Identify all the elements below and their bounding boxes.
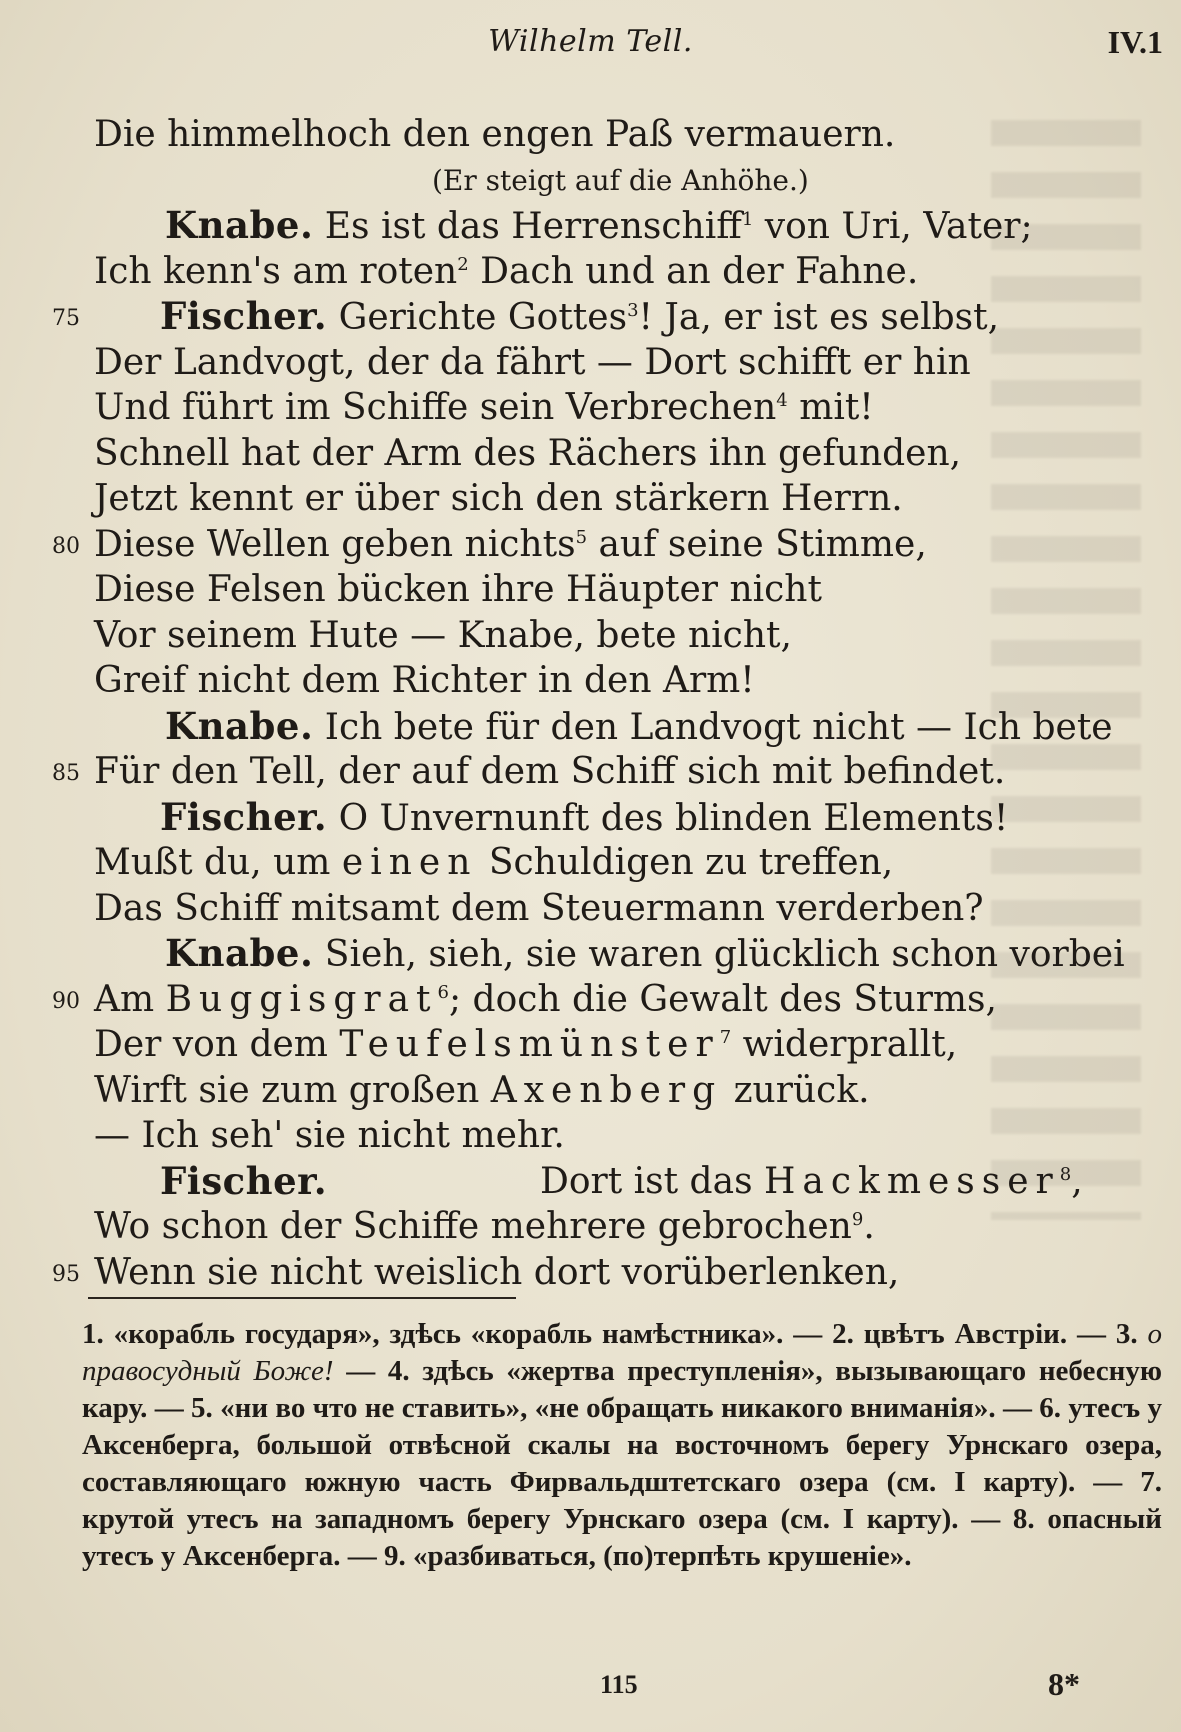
verse-line [0,385,1181,431]
emphasized-word: Buggisgrat [165,978,438,1020]
footnote-ref: 3 [627,300,639,321]
verse-text: O Unvernunft des blinden Elements! [338,797,1009,839]
footnote-ref: 1 [741,209,754,230]
verse-text: Jetzt kennt er über sich den stärkern Herrn. [94,478,903,519]
verse-text: — Ich seh' sie nicht mehr. [94,1115,565,1156]
footnote-ref: 7 [719,1027,732,1048]
verse-text: Wo schon der Schiffe mehrere gebrochen [94,1206,852,1247]
verse-line [0,567,1181,613]
line-number: 80 [52,533,80,559]
verse-text: Schnell hat der Arm des Rächers ihn gefunden, [94,432,962,474]
speaker-name: Knabe. [165,203,314,247]
emphasized-word: einen [341,842,478,883]
verse-line [0,340,1181,386]
verse-line [0,795,1181,841]
footnote-ref: 9 [851,1209,864,1230]
verse-text: mit! [787,387,874,428]
verse-text: widerprallt, [731,1024,958,1065]
verse-line [0,749,1181,795]
verse-text: Für den Tell, der auf dem Schiff sich mit befindet. [94,751,1006,792]
verse-line [0,1250,1181,1296]
footnote-italic: о правосудный Боже! [82,1318,1163,1387]
verse-line [0,613,1181,659]
verse-text: ! Ja, er ist es selbst, [638,297,1000,338]
verse-text: von Uri, Vater; [753,206,1033,247]
verse-line [0,431,1181,477]
emphasized-word: Hackmesser [764,1160,1060,1202]
act-reference: IV.1 [1107,24,1163,60]
running-title: Wilhelm Tell. [488,24,693,59]
verse-line [0,1204,1181,1250]
speaker-name: Fischer. [160,1158,328,1203]
footnote-ref: 4 [776,390,788,411]
verse-line [0,476,1181,522]
verse-text: Greif nicht dem Richter in den Arm! [94,660,755,701]
verse-text: auf seine Stimme, [587,523,927,565]
verse-line [0,1113,1181,1159]
verse-text: Wenn sie nicht weislich dort vorüberlenken, [94,1251,900,1293]
verse-text: Vor seinem Hute — Knabe, bete nicht, [94,614,792,656]
speaker-name: Fischer. [160,294,328,338]
stage-direction-text: (Er steigt auf die Anhöhe.) [432,163,809,197]
verse-text: Ich kenn's am roten [94,250,458,292]
verse-line [0,704,1181,750]
verse-line [0,840,1181,886]
line-number: 95 [52,1261,80,1287]
verse-text: Das Schiff mitsamt dem Steuermann verderben? [94,887,984,929]
verse-line [0,1159,1181,1205]
verse-line [0,931,1181,977]
verse-text: Es ist das Herrenschiff [324,206,742,247]
verse-text: Der von dem [94,1024,328,1065]
emphasized-word: Axenberg [490,1069,723,1111]
verse-text: Mußt du, um [94,842,331,883]
emphasized-word: Teufelsmünster [339,1024,720,1065]
line-number: 90 [52,988,80,1014]
signature-mark: 8* [1048,1666,1080,1702]
footnote-ref: 6 [437,981,449,1003]
verse-text: , [1071,1160,1083,1202]
verse-text: Der Landvogt, der da fährt — Dort schifft er hin [94,341,971,383]
footnote-text: 1. «корабль государя», здѣсь «корабль намѣстника». — 2. цвѣтъ Австріи. — 3. [82,1318,1138,1350]
verse-text: Dach und an der Fahne. [468,250,919,292]
verse-line [0,977,1181,1023]
speaker-name: Knabe. [165,703,314,748]
verse-text: Schuldigen zu treffen, [488,842,894,883]
verse-line [0,112,1181,158]
speaker-name: Fischer. [160,794,328,839]
line-number: 75 [52,306,80,331]
verse-line [0,1022,1181,1068]
verse-text: ; doch die Gewalt des Sturms, [448,978,997,1020]
verse-text: Und führt im Schiffe sein Verbrechen [94,387,777,428]
verse-text: . [863,1206,875,1247]
verse-block [0,112,1181,1295]
verse-text: Ich bete für den Landvogt nicht — Ich bete [324,706,1113,748]
footnote-divider [88,1297,516,1299]
verse-line [0,294,1181,340]
verse-text: zurück. [733,1069,870,1111]
footnotes [82,1316,1162,1575]
verse-line [0,658,1181,704]
verse-line [0,203,1181,249]
line-number: 85 [52,761,80,786]
verse-text: Gerichte Gottes [338,297,628,338]
verse-line [0,522,1181,568]
verse-line [0,1068,1181,1114]
verse-text: Diese Wellen geben nichts [94,523,576,565]
verse-text: Sieh, sieh, sie waren glücklich schon vorbei [324,934,1125,975]
verse-text: Diese Felsen bücken ihre Häupter nicht [94,569,822,610]
verse-text: Wirft sie zum großen [94,1069,480,1111]
verse-line [0,886,1181,932]
verse-line [0,249,1181,295]
verse-text: Am [94,978,155,1020]
footnote-ref: 5 [575,526,588,548]
speaker-name: Knabe. [165,931,314,975]
page-number: 115 [600,1670,638,1699]
footnote-ref: 2 [457,253,469,275]
stage-direction [0,158,1181,204]
footnote-text: — 4. здѣсь «жертва преступленія», вызывающаго небесную кару. — 5. «ни во что не ставить», «не обращать никакого вниманія». — 6. утесъ у Аксенберга, большой отвѣсной скалы на восточномъ берегу Урнскаго озера, составляющаго южную часть Фирвальдштетскаго озера (см. I карту). — 7. крутой утесъ на западномъ берегу Урнскаго озера (см. I карту). — 8. опасный утесъ у Аксенберга. — 9. «разбиваться, (по)терпѣть крушеніе». [82,1355,1162,1572]
verse-text: Die himmelhoch den engen Paß vermauern. [94,114,896,155]
verse-text: Dort ist das [540,1160,753,1202]
footnote-ref: 8 [1059,1163,1072,1185]
